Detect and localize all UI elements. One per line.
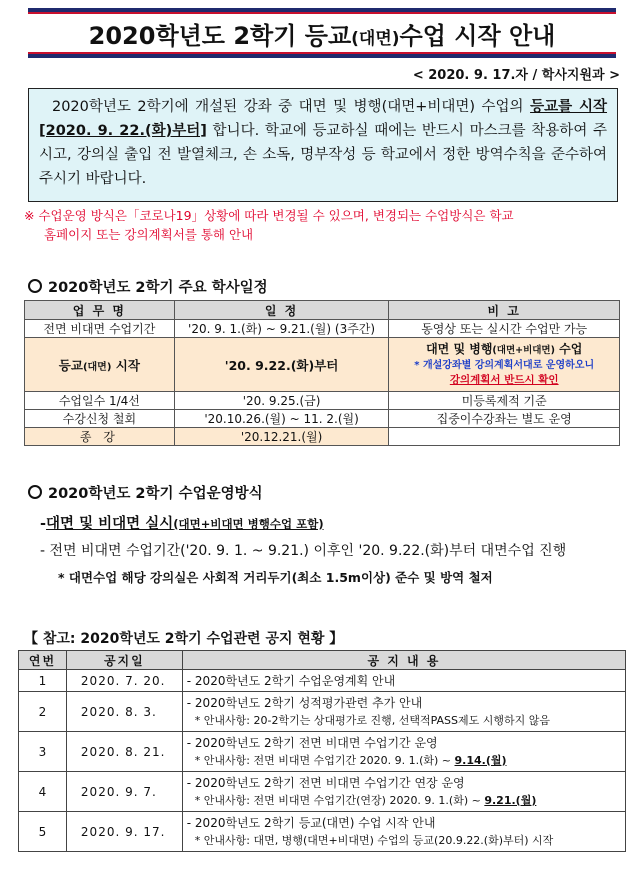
circle-bullet-icon: [28, 279, 42, 293]
operation-heading: 2020학년도 2학기 수업운영방식: [28, 482, 263, 503]
title-rule-bottom: [28, 54, 616, 58]
table-row: 2 2020. 8. 3. - 2020학년도 2학기 성적평가관련 추가 안내 * 안내사항: 20-2학기는 상대평가로 진행, 선택적PASS제도 시행하지 않음: [19, 692, 626, 732]
operation-bullet-main: -대면 및 비대면 실시(대면+비대면 병행수업 포함): [40, 516, 324, 532]
table-row: 종 강 '20.12.21.(월): [25, 428, 620, 446]
schedule-heading: 2020학년도 2학기 주요 학사일정: [28, 276, 268, 297]
warning-note: ※ 수업운영 방식은「코로나19」상황에 따라 변경될 수 있으며, 변경되는 수업방식은 학교 홈페이지 또는 강의계획서를 통해 안내: [24, 208, 514, 242]
schedule-table: [24, 300, 620, 446]
notice-start-date: 등교를 시작[2020. 9. 22.(화)부터]: [39, 99, 608, 139]
table-row: 3 2020. 8. 21. - 2020학년도 2학기 전면 비대면 수업기간 운영 * 안내사항: 전면 비대면 수업기간 2020. 9. 1.(화) ~ 9.14.(월): [19, 732, 626, 772]
operation-bullet-period: - 전면 비대면 수업기간('20. 9. 1. ~ 9.21.) 이후인 '20. 9.22.(화)부터 대면수업 진행: [40, 543, 567, 559]
table-row: 전면 비대면 수업기간 '20. 9. 1.(화) ~ 9.21.(월) (3주간) 동영상 또는 실시간 수업만 가능: [25, 320, 620, 338]
table-row: 5 2020. 9. 17. - 2020학년도 2학기 등교(대면) 수업 시작 안내 * 안내사항: 대면, 병행(대면+비대면) 수업의 등교(20.9.22.(화)부터) 시작: [19, 812, 626, 852]
page-title: 2020학년도 2학기 등교(대면)수업 시작 안내: [88, 22, 556, 50]
table-row: 4 2020. 9. 7. - 2020학년도 2학기 전면 비대면 수업기간 연장 운영 * 안내사항: 전면 비대면 수업기간(연장) 2020. 9. 1.(화) ~ 9.21.(월): [19, 772, 626, 812]
table-header-row: 업 무 명 일 정 비 고: [25, 301, 620, 320]
reference-table: [18, 650, 626, 852]
reference-heading: 【 참고: 2020학년도 2학기 수업관련 공지 현황 】: [24, 631, 344, 647]
circle-bullet-icon: [28, 485, 42, 499]
table-row: 등교(대면) 시작 '20. 9.22.(화)부터 대면 및 병행(대면+비대면) 수업 * 개설강좌별 강의계획서대로 운영하오니 강의계획서 반드시 확인: [25, 338, 620, 392]
notice-box: [28, 88, 618, 202]
notice-line1: 2020학년도 2학기에 개설된 강좌 중 대면 및 병행(대면+비대면) 수업의: [51, 99, 524, 115]
table-row: 수업일수 1/4선 '20. 9.25.(금) 미등록제적 기준: [25, 392, 620, 410]
table-header-row: 연번 공지일 공 지 내 용: [19, 651, 626, 670]
title-banner: [28, 8, 616, 60]
table-row: 수강신청 철회 '20.10.26.(월) ~ 11. 2.(월) 집중이수강좌는 별도 운영: [25, 410, 620, 428]
notice-rest: 합니다. 학교에 등교하실 때에는 반드시 마스크를 착용하여 주시고, 강의실 출입 전 발열체크, 손 소독, 명부작성 등 학교에서 정한 방역수칙을 준수하여 주시기 바랍니다.: [39, 123, 607, 187]
operation-bullet-note: * 대면수업 해당 강의실은 사회적 거리두기(최소 1.5m이상) 준수 및 방역 철저: [58, 570, 493, 585]
dateline: < 2020. 9. 17.자 / 학사지원과 >: [412, 68, 620, 83]
title-rule-top-red: [28, 12, 616, 14]
table-row: 1 2020. 7. 20. - 2020학년도 2학기 수업운영계획 안내: [19, 670, 626, 692]
